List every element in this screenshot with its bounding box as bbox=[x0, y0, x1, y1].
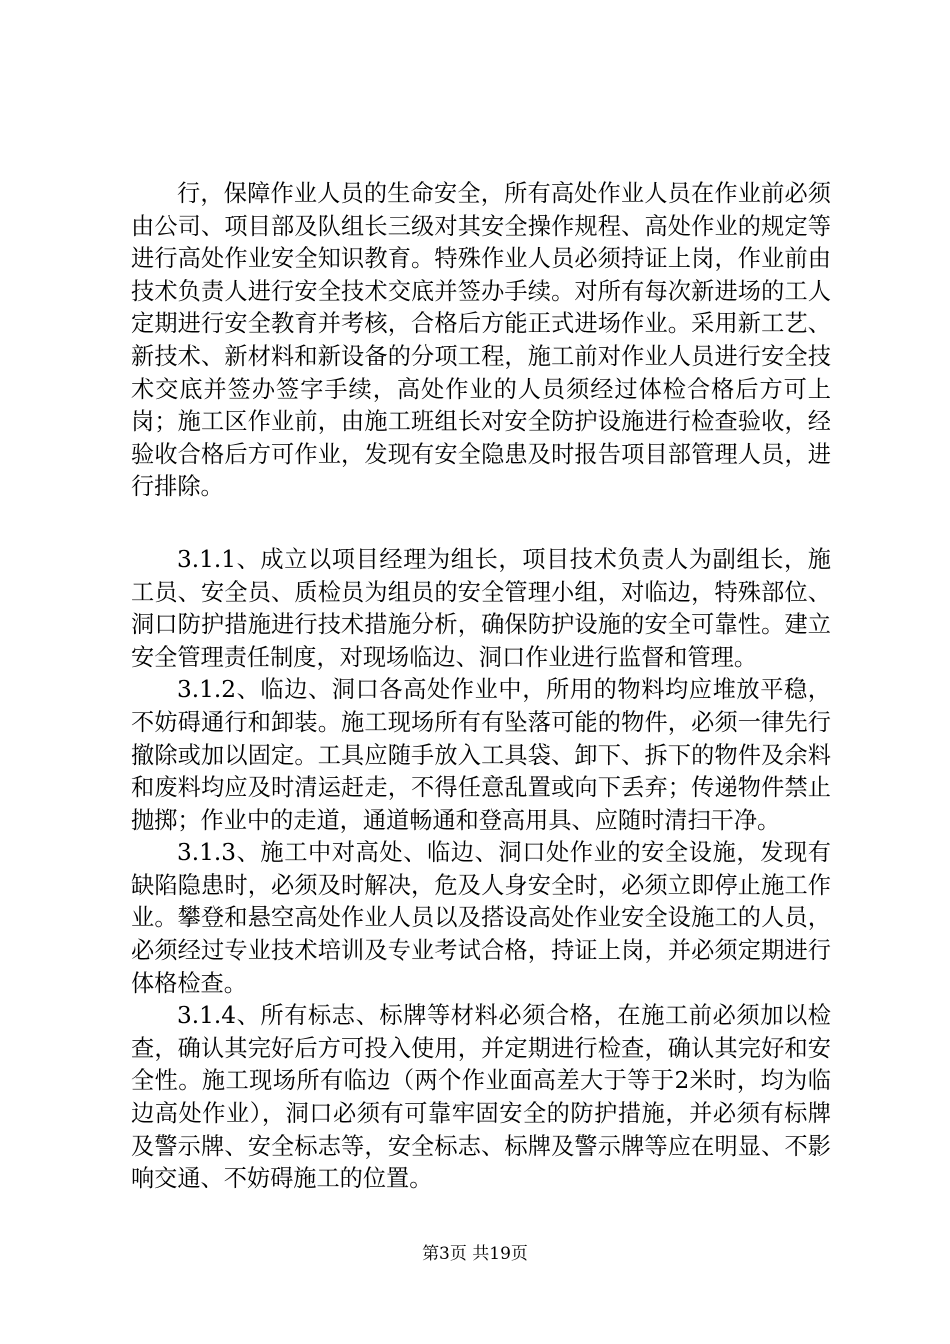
paragraph-3-1-4: 3.1.4、所有标志、标牌等材料必须合格，在施工前必须加以检查，确认其完好后方可投入使用，并定期进行检查，确认其完好和安全性。施工现场所有临边（两个作业面高差大于等于2米时，均为临边高处作业），洞口必须有可靠牢固安全的防护措施，并必须有标牌及警示牌、安全标志等，安全标志、标牌及警示牌等应在明显、不影响交通、不妨碍施工的位置。 bbox=[131, 1002, 831, 1193]
page-footer bbox=[0, 1243, 950, 1265]
paragraph-3-1-2: 3.1.2、临边、洞口各高处作业中，所用的物料均应堆放平稳，不妨碍通行和卸装。施工现场所有有坠落可能的物件，必须一律先行撤除或加以固定。工具应随手放入工具袋、卸下、拆下的物件及余料和废料均应及时清运赶走，不得任意乱置或向下丢弃；传递物件禁止抛掷；作业中的走道，通道畅通和登高用具、应随时清扫干净。 bbox=[131, 676, 831, 834]
paragraph-gap bbox=[131, 504, 831, 544]
paragraph-intro: 行，保障作业人员的生命安全，所有高处作业人员在作业前必须由公司、项目部及队组长三级对其安全操作规程、高处作业的规定等进行高处作业安全知识教育。特殊作业人员必须持证上岗，作业前由技术负责人进行安全技术交底并签办手续。对所有每次新进场的工人定期进行安全教育并考核，合格后方能正式进场作业。采用新工艺、新技术、新材料和新设备的分项工程，施工前对作业人员进行安全技术交底并签办签字手续，高处作业的人员须经过体检合格后方可上岗；施工区作业前，由施工班组长对安全防护设施进行检查验收，经验收合格后方可作业，发现有安全隐患及时报告项目部管理人员，进行排除。 bbox=[131, 180, 831, 501]
document-body bbox=[131, 178, 831, 1196]
page-number-label: 第3页 共19页 bbox=[422, 1244, 528, 1264]
paragraph-3-1-1: 3.1.1、成立以项目经理为组长，项目技术负责人为副组长，施工员、安全员、质检员为组员的安全管理小组，对临边，特殊部位、洞口防护措施进行技术措施分析，确保防护设施的安全可靠性。建立安全管理责任制度，对现场临边、洞口作业进行监督和管理。 bbox=[131, 545, 831, 671]
paragraph-3-1-3: 3.1.3、施工中对高处、临边、洞口处作业的安全设施，发现有缺陷隐患时，必须及时解决，危及人身安全时，必须立即停止施工作业。攀登和悬空高处作业人员以及搭设高处作业安全设施工的人员，必须经过专业技术培训及专业考试合格，持证上岗，并必须定期进行体格检查。 bbox=[131, 839, 831, 997]
